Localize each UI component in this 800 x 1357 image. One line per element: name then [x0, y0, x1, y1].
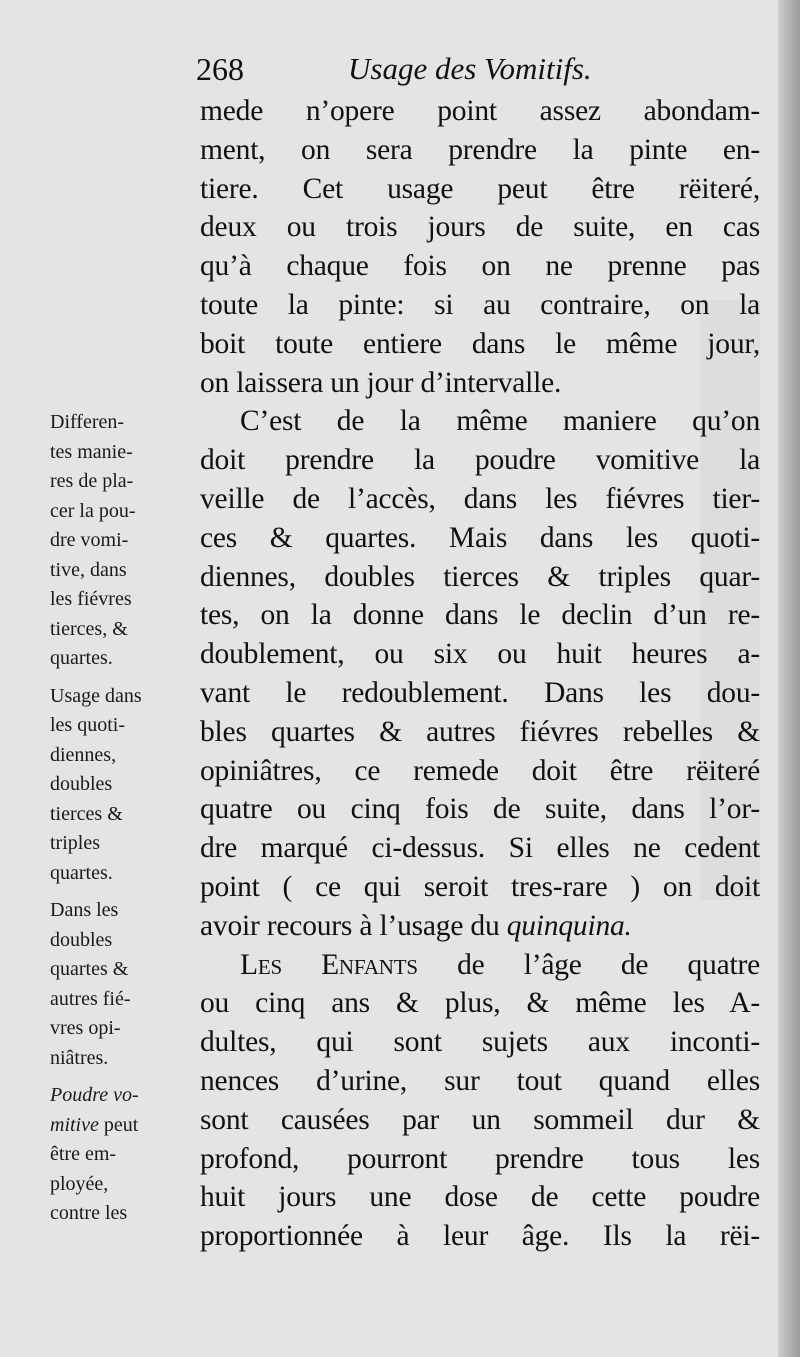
margin-note-line: niâtres. [50, 1046, 109, 1069]
margin-note-line: tes manie- [50, 440, 133, 463]
margin-notes [50, 408, 190, 1237]
body-line: tes, on la donne dans le declin d’un re- [200, 599, 760, 632]
body-line [200, 907, 760, 946]
body-line: boit toute entiere dans le même jour, [200, 327, 760, 360]
body-line: vant le redoublement. Dans les dou- [200, 676, 760, 709]
body-line: ces & quartes. Mais dans les quoti- [200, 521, 760, 554]
margin-note [50, 1081, 190, 1229]
margin-note-line: res de pla- [50, 470, 134, 492]
body-line-text: avoir recours à l’usage du [200, 909, 500, 942]
margin-note [50, 408, 190, 674]
margin-note-line: tive, dans [50, 558, 127, 581]
body-line: C’est de la même maniere qu’on [240, 405, 760, 438]
body-line: veille de l’accès, dans les fiévres tier- [200, 482, 760, 515]
running-header [196, 46, 756, 92]
page-edge-shadow [778, 0, 800, 1357]
margin-note-line: ployée, [50, 1172, 109, 1195]
body-text [200, 92, 760, 1256]
margin-note [50, 682, 190, 889]
body-line: ou cinq ans & plus, & même les A- [200, 987, 760, 1020]
body-line: ment, on sera prendre la pinte en- [200, 133, 760, 166]
margin-note-line: triples [50, 832, 100, 854]
margin-note-line: Usage dans [50, 684, 142, 707]
margin-note-line: Dans les [50, 899, 119, 921]
margin-note-line: les quoti- [50, 714, 125, 736]
body-line: nences d’urine, sur tout quand elles [200, 1064, 760, 1097]
body-line: deux ou trois jours de suite, en cas [200, 211, 760, 244]
body-line: tiere. Cet usage peut être rëiteré, [200, 172, 760, 205]
body-line: sont causées par un sommeil dur & [200, 1103, 760, 1136]
body-line: diennes, doubles tierces & triples quar- [200, 560, 760, 593]
body-line: dultes, qui sont sujets aux inconti- [200, 1026, 760, 1059]
margin-note [50, 896, 190, 1073]
body-line: doit prendre la poudre vomitive la [200, 444, 760, 477]
body-line: point ( ce qui seroit tres-rare ) on doit [200, 870, 760, 903]
margin-note-line: diennes, [50, 743, 117, 766]
margin-note-line: être em- [50, 1143, 117, 1165]
margin-note-line: mitive peut [50, 1113, 139, 1136]
body-line [200, 946, 760, 985]
body-line: proportionnée à leur âge. Ils la rëi- [200, 1220, 760, 1253]
margin-note-line: quartes. [50, 647, 113, 669]
margin-note-line: les fiévres [50, 588, 132, 610]
running-title: Usage des Vomitifs. [348, 51, 592, 86]
body-line: opiniâtres, ce remede doit être rëiteré [200, 754, 760, 787]
margin-note-line: dre vomi- [50, 529, 129, 551]
page-number: 268 [196, 51, 244, 87]
margin-note-line: doubles [50, 928, 113, 951]
body-line: dre marqué ci-dessus. Si elles ne cedent [200, 832, 760, 865]
margin-note-line: contre les [50, 1202, 128, 1224]
margin-note-line: Poudre vo- [50, 1084, 139, 1106]
margin-note-line: Differen- [50, 411, 125, 433]
body-line: on laissera un jour d’intervalle. [200, 366, 562, 399]
body-line: huit jours une dose de cette poudre [200, 1181, 760, 1214]
margin-note-line: doubles [50, 773, 113, 795]
body-line: profond, pourront prendre tous les [200, 1142, 760, 1175]
body-line: bles quartes & autres fiévres rebelles & [200, 715, 760, 748]
margin-note-italic: mitive [50, 1113, 99, 1136]
body-line: mede n’opere point assez abondam- [200, 95, 760, 127]
body-line: toute la pinte: si au contraire, on la [200, 288, 760, 321]
body-line-text: de l’âge de quatre [417, 948, 760, 981]
margin-note-line: cer la pou- [50, 499, 136, 522]
margin-note-line: vres opi- [50, 1017, 121, 1039]
margin-note-line: tierces & [50, 802, 123, 825]
body-line: qu’à chaque fois on ne prenne pas [200, 250, 760, 283]
margin-note-line: autres fié- [50, 987, 131, 1010]
body-line: quatre ou cinq fois de suite, dans l’or- [200, 793, 760, 826]
margin-note-line: quartes & [50, 958, 129, 980]
enfants-small-caps: Les Enfants [240, 948, 418, 981]
margin-note-line: tierces, & [50, 617, 128, 640]
body-line: doublement, ou six ou huit heures a- [200, 638, 760, 671]
quinquina-italic: quinquina. [506, 909, 632, 942]
margin-note-line: quartes. [50, 861, 113, 884]
